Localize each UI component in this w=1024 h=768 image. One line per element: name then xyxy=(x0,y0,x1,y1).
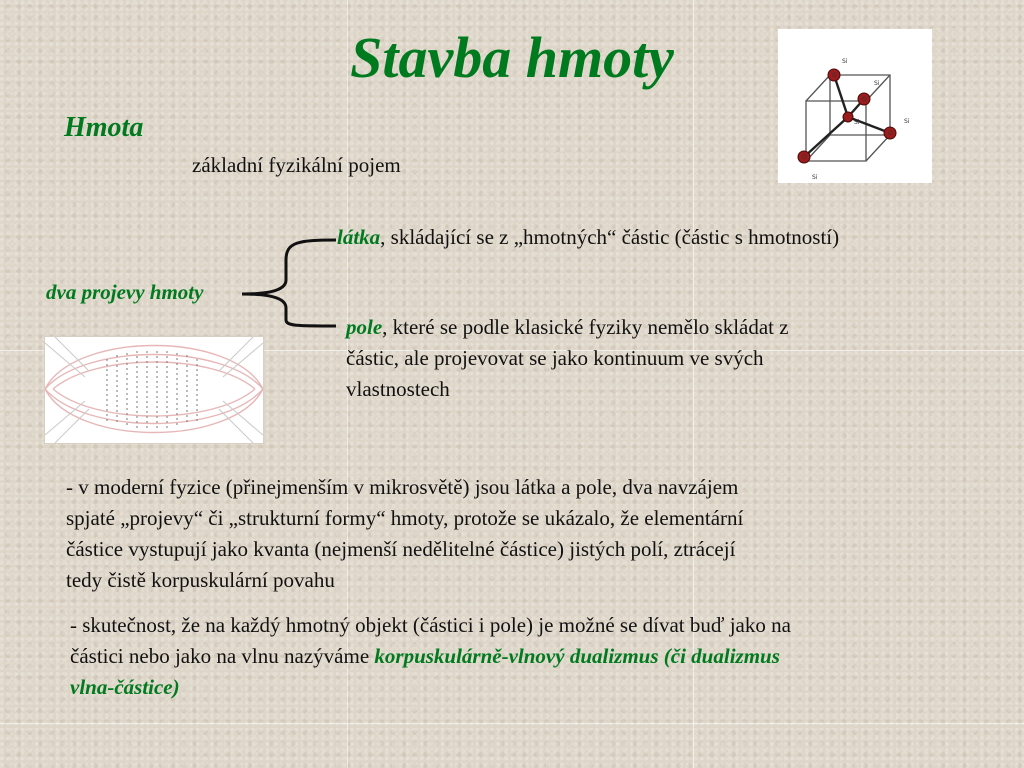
section-heading: Hmota xyxy=(64,112,144,143)
two-forms-label: dva projevy hmoty xyxy=(46,280,204,304)
pole-block xyxy=(346,312,906,405)
pole-term: pole xyxy=(346,315,383,339)
field-lines-image xyxy=(44,336,264,444)
paragraph-line: spjaté „projevy“ či „strukturní formy“ hmoty, protože se ukázalo, že elementární xyxy=(66,506,744,530)
paragraph-dualism xyxy=(70,610,970,703)
paragraph-line: - skutečnost, že na každý hmotný objekt (částici i pole) je možné se dívat buď jako na xyxy=(70,613,791,637)
atom-label: O xyxy=(888,130,893,137)
definition-text: základní fyzikální pojem xyxy=(192,153,401,177)
latka-term: látka xyxy=(337,225,381,249)
paragraph-line: částici nebo jako na vlnu nazýváme xyxy=(70,644,375,668)
paragraph-line: tedy čistě korpuskulární povahu xyxy=(66,568,335,592)
texture-line xyxy=(0,723,1024,724)
crystal-lattice-icon xyxy=(778,29,932,183)
pole-text: vlastnostech xyxy=(346,377,450,401)
atom-label: Si xyxy=(842,58,848,65)
atom-label: O xyxy=(832,72,837,79)
slide-title: Stavba hmoty xyxy=(350,25,674,90)
atom-label: Si xyxy=(904,118,910,125)
crystal-lattice-image xyxy=(778,29,932,183)
atom-label: O xyxy=(802,154,807,161)
dualism-term: korpuskulárně-vlnový dualizmus (či dualizmus xyxy=(374,644,780,668)
pole-text: , které se podle klasické fyziky nemělo skládat z xyxy=(382,315,789,339)
latka-text: , skládající se z „hmotných“ částic (částic s hmotností) xyxy=(380,225,840,249)
pole-text: částic, ale projevovat se jako kontinuum ve svých xyxy=(346,346,764,370)
paragraph-line: částice vystupují jako kvanta (nejmenší nedělitelné částice) jistých polí, ztrácejí xyxy=(66,537,736,561)
atom-label: Si xyxy=(812,174,818,181)
atom-label: O xyxy=(862,96,867,103)
paragraph-line: - v moderní fyzice (přinejmenším v mikrosvětě) jsou látka a pole, dva navzájem xyxy=(66,475,739,499)
dualism-term: vlna-částice) xyxy=(70,675,180,699)
curly-brace-icon xyxy=(240,236,340,330)
latka-line xyxy=(337,222,839,253)
field-lines-icon xyxy=(45,337,263,443)
atom-label: Si xyxy=(854,119,860,126)
paragraph-modern-physics xyxy=(66,472,946,596)
atom-label: Si xyxy=(874,80,880,87)
